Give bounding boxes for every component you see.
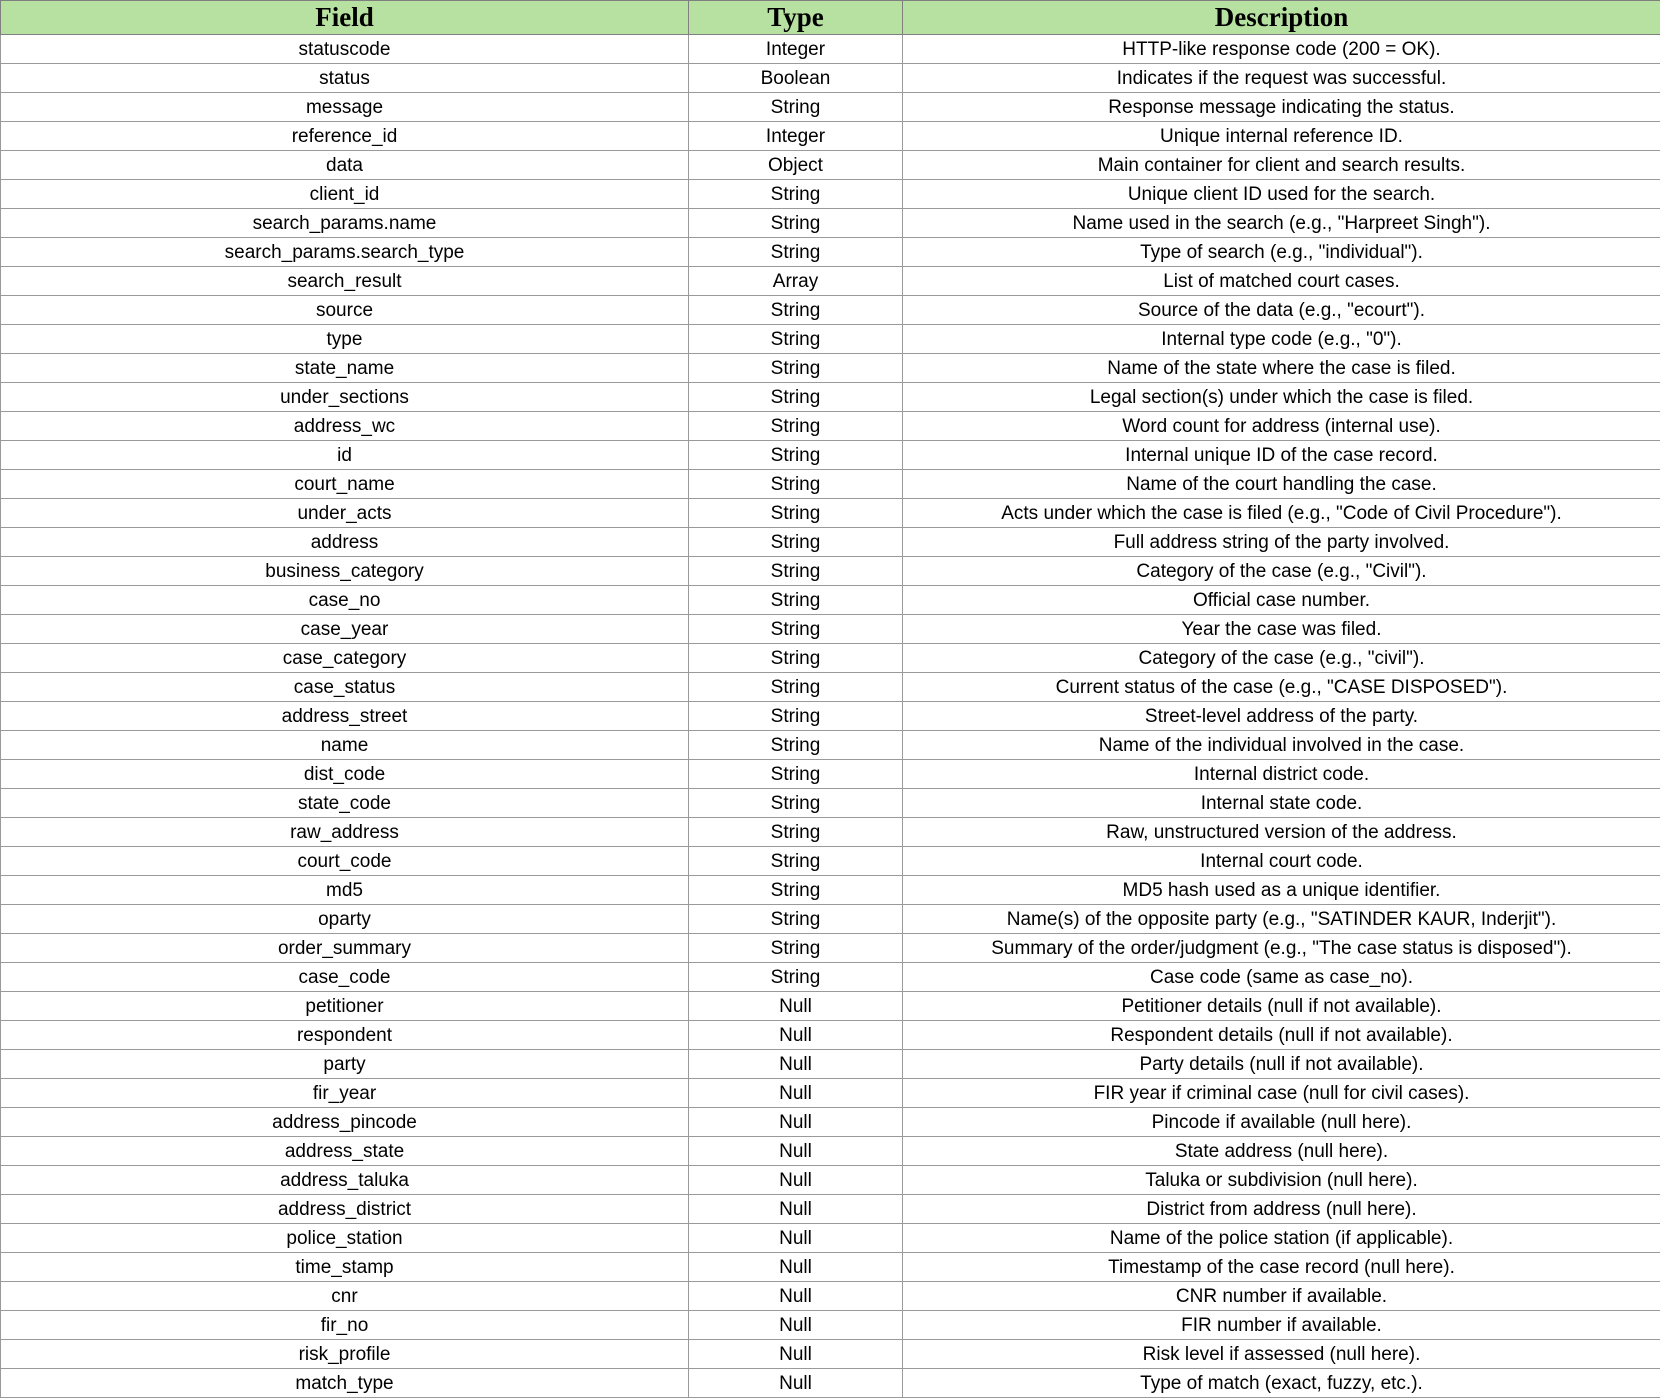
cell-field[interactable]: case_code bbox=[1, 963, 689, 992]
cell-description[interactable]: Name of the court handling the case. bbox=[903, 470, 1660, 499]
cell-type[interactable]: String bbox=[689, 383, 903, 412]
cell-field[interactable]: id bbox=[1, 441, 689, 470]
cell-type[interactable]: String bbox=[689, 702, 903, 731]
cell-type[interactable]: Integer bbox=[689, 122, 903, 151]
cell-field[interactable]: cnr bbox=[1, 1282, 689, 1311]
cell-field[interactable]: under_acts bbox=[1, 499, 689, 528]
table-row bbox=[1, 122, 1660, 151]
cell-field[interactable]: md5 bbox=[1, 876, 689, 905]
cell-field[interactable]: state_name bbox=[1, 354, 689, 383]
cell-description[interactable]: Internal type code (e.g., "0"). bbox=[903, 325, 1660, 354]
cell-field[interactable]: case_no bbox=[1, 586, 689, 615]
table-row bbox=[1, 1079, 1660, 1108]
table-row bbox=[1, 1021, 1660, 1050]
cell-type[interactable]: Null bbox=[689, 1021, 903, 1050]
table-row bbox=[1, 1224, 1660, 1253]
table-row bbox=[1, 238, 1660, 267]
cell-description[interactable]: Risk level if assessed (null here). bbox=[903, 1340, 1660, 1369]
cell-type[interactable]: String bbox=[689, 615, 903, 644]
table-row bbox=[1, 151, 1660, 180]
cell-field[interactable]: address_street bbox=[1, 702, 689, 731]
table-row bbox=[1, 644, 1660, 673]
cell-type[interactable]: String bbox=[689, 412, 903, 441]
table-row bbox=[1, 267, 1660, 296]
cell-field[interactable]: oparty bbox=[1, 905, 689, 934]
cell-field[interactable]: statuscode bbox=[1, 35, 689, 64]
cell-type[interactable]: String bbox=[689, 557, 903, 586]
table-row bbox=[1, 209, 1660, 238]
cell-field[interactable]: state_code bbox=[1, 789, 689, 818]
cell-field[interactable]: time_stamp bbox=[1, 1253, 689, 1282]
cell-type[interactable]: Null bbox=[689, 1050, 903, 1079]
cell-description[interactable]: Source of the data (e.g., "ecourt"). bbox=[903, 296, 1660, 325]
cell-description[interactable]: Category of the case (e.g., "Civil"). bbox=[903, 557, 1660, 586]
cell-type[interactable]: String bbox=[689, 963, 903, 992]
cell-type[interactable]: String bbox=[689, 93, 903, 122]
cell-type[interactable]: String bbox=[689, 441, 903, 470]
cell-field[interactable]: match_type bbox=[1, 1369, 689, 1398]
cell-description[interactable]: Timestamp of the case record (null here). bbox=[903, 1253, 1660, 1282]
table-header bbox=[1, 1, 1660, 35]
cell-field[interactable]: message bbox=[1, 93, 689, 122]
table-row bbox=[1, 905, 1660, 934]
cell-description[interactable]: Category of the case (e.g., "civil"). bbox=[903, 644, 1660, 673]
cell-description[interactable]: Official case number. bbox=[903, 586, 1660, 615]
table-body bbox=[1, 35, 1660, 1398]
cell-field[interactable]: case_year bbox=[1, 615, 689, 644]
cell-type[interactable]: String bbox=[689, 644, 903, 673]
table-row bbox=[1, 180, 1660, 209]
cell-description[interactable]: Unique client ID used for the search. bbox=[903, 180, 1660, 209]
header-type[interactable]: Type bbox=[689, 1, 903, 35]
cell-type[interactable]: String bbox=[689, 876, 903, 905]
cell-description[interactable]: Type of match (exact, fuzzy, etc.). bbox=[903, 1369, 1660, 1398]
cell-description[interactable]: Name(s) of the opposite party (e.g., "SATINDER KAUR, Inderjit"). bbox=[903, 905, 1660, 934]
cell-description[interactable]: Name used in the search (e.g., "Harpreet Singh"). bbox=[903, 209, 1660, 238]
table-row bbox=[1, 934, 1660, 963]
cell-description[interactable]: CNR number if available. bbox=[903, 1282, 1660, 1311]
cell-description[interactable]: State address (null here). bbox=[903, 1137, 1660, 1166]
cell-field[interactable]: police_station bbox=[1, 1224, 689, 1253]
table-row bbox=[1, 1253, 1660, 1282]
table-row bbox=[1, 64, 1660, 93]
cell-type[interactable]: Null bbox=[689, 1195, 903, 1224]
cell-description[interactable]: Respondent details (null if not available). bbox=[903, 1021, 1660, 1050]
cell-description[interactable]: List of matched court cases. bbox=[903, 267, 1660, 296]
cell-field[interactable]: raw_address bbox=[1, 818, 689, 847]
table-row bbox=[1, 818, 1660, 847]
cell-field[interactable]: address_state bbox=[1, 1137, 689, 1166]
cell-description[interactable]: Name of the police station (if applicable). bbox=[903, 1224, 1660, 1253]
cell-description[interactable]: FIR year if criminal case (null for civil cases). bbox=[903, 1079, 1660, 1108]
table-row bbox=[1, 731, 1660, 760]
cell-description[interactable]: Year the case was filed. bbox=[903, 615, 1660, 644]
cell-type[interactable]: String bbox=[689, 325, 903, 354]
cell-description[interactable]: Acts under which the case is filed (e.g., "Code of Civil Procedure"). bbox=[903, 499, 1660, 528]
cell-field[interactable]: risk_profile bbox=[1, 1340, 689, 1369]
table-row bbox=[1, 354, 1660, 383]
cell-description[interactable]: Internal state code. bbox=[903, 789, 1660, 818]
cell-field[interactable]: court_name bbox=[1, 470, 689, 499]
cell-description[interactable]: Taluka or subdivision (null here). bbox=[903, 1166, 1660, 1195]
cell-type[interactable]: Array bbox=[689, 267, 903, 296]
cell-type[interactable]: String bbox=[689, 238, 903, 267]
cell-type[interactable]: Null bbox=[689, 1137, 903, 1166]
cell-description[interactable]: Response message indicating the status. bbox=[903, 93, 1660, 122]
table-row bbox=[1, 963, 1660, 992]
table-row bbox=[1, 1311, 1660, 1340]
cell-type[interactable]: Null bbox=[689, 1079, 903, 1108]
table-row bbox=[1, 760, 1660, 789]
table-row bbox=[1, 847, 1660, 876]
cell-type[interactable]: String bbox=[689, 673, 903, 702]
table-row bbox=[1, 557, 1660, 586]
cell-type[interactable]: String bbox=[689, 731, 903, 760]
table-row bbox=[1, 528, 1660, 557]
cell-field[interactable]: status bbox=[1, 64, 689, 93]
cell-type[interactable]: Null bbox=[689, 1282, 903, 1311]
cell-description[interactable]: Type of search (e.g., "individual"). bbox=[903, 238, 1660, 267]
cell-type[interactable]: String bbox=[689, 789, 903, 818]
cell-type[interactable]: String bbox=[689, 528, 903, 557]
cell-type[interactable]: Null bbox=[689, 1311, 903, 1340]
cell-field[interactable]: search_result bbox=[1, 267, 689, 296]
cell-field[interactable]: reference_id bbox=[1, 122, 689, 151]
cell-description[interactable]: Internal unique ID of the case record. bbox=[903, 441, 1660, 470]
cell-type[interactable]: String bbox=[689, 354, 903, 383]
cell-type[interactable]: String bbox=[689, 180, 903, 209]
table-row bbox=[1, 1195, 1660, 1224]
cell-description[interactable]: Petitioner details (null if not available). bbox=[903, 992, 1660, 1021]
table-row bbox=[1, 992, 1660, 1021]
cell-type[interactable]: Null bbox=[689, 1340, 903, 1369]
cell-description[interactable]: Current status of the case (e.g., "CASE DISPOSED"). bbox=[903, 673, 1660, 702]
cell-type[interactable]: Null bbox=[689, 992, 903, 1021]
cell-description[interactable]: Case code (same as case_no). bbox=[903, 963, 1660, 992]
header-description[interactable]: Description bbox=[903, 1, 1660, 35]
cell-type[interactable]: Null bbox=[689, 1166, 903, 1195]
cell-type[interactable]: Boolean bbox=[689, 64, 903, 93]
cell-type[interactable]: String bbox=[689, 934, 903, 963]
cell-description[interactable]: Word count for address (internal use). bbox=[903, 412, 1660, 441]
table-row bbox=[1, 499, 1660, 528]
header-row bbox=[1, 1, 1660, 35]
cell-field[interactable]: order_summary bbox=[1, 934, 689, 963]
table-row bbox=[1, 325, 1660, 354]
cell-field[interactable]: case_category bbox=[1, 644, 689, 673]
cell-description[interactable]: District from address (null here). bbox=[903, 1195, 1660, 1224]
cell-description[interactable]: Unique internal reference ID. bbox=[903, 122, 1660, 151]
cell-field[interactable]: fir_no bbox=[1, 1311, 689, 1340]
cell-field[interactable]: client_id bbox=[1, 180, 689, 209]
cell-type[interactable]: Null bbox=[689, 1253, 903, 1282]
cell-field[interactable]: source bbox=[1, 296, 689, 325]
cell-description[interactable]: Main container for client and search results. bbox=[903, 151, 1660, 180]
cell-type[interactable]: Null bbox=[689, 1224, 903, 1253]
cell-description[interactable]: Legal section(s) under which the case is filed. bbox=[903, 383, 1660, 412]
cell-description[interactable]: Name of the state where the case is filed. bbox=[903, 354, 1660, 383]
table-row bbox=[1, 441, 1660, 470]
cell-field[interactable]: search_params.search_type bbox=[1, 238, 689, 267]
cell-field[interactable]: party bbox=[1, 1050, 689, 1079]
cell-type[interactable]: String bbox=[689, 499, 903, 528]
cell-type[interactable]: String bbox=[689, 847, 903, 876]
cell-type[interactable]: Object bbox=[689, 151, 903, 180]
cell-type[interactable]: String bbox=[689, 470, 903, 499]
cell-field[interactable]: business_category bbox=[1, 557, 689, 586]
cell-type[interactable]: String bbox=[689, 818, 903, 847]
cell-field[interactable]: data bbox=[1, 151, 689, 180]
cell-field[interactable]: type bbox=[1, 325, 689, 354]
cell-type[interactable]: Null bbox=[689, 1108, 903, 1137]
table-row bbox=[1, 1166, 1660, 1195]
cell-field[interactable]: address_district bbox=[1, 1195, 689, 1224]
cell-type[interactable]: String bbox=[689, 586, 903, 615]
table-row bbox=[1, 702, 1660, 731]
cell-field[interactable]: court_code bbox=[1, 847, 689, 876]
table-row bbox=[1, 1108, 1660, 1137]
cell-field[interactable]: dist_code bbox=[1, 760, 689, 789]
table-row bbox=[1, 383, 1660, 412]
cell-field[interactable]: address_pincode bbox=[1, 1108, 689, 1137]
table-row bbox=[1, 1369, 1660, 1398]
table-row bbox=[1, 1340, 1660, 1369]
cell-field[interactable]: address_taluka bbox=[1, 1166, 689, 1195]
table-row bbox=[1, 470, 1660, 499]
cell-field[interactable]: fir_year bbox=[1, 1079, 689, 1108]
cell-description[interactable]: Indicates if the request was successful. bbox=[903, 64, 1660, 93]
table-row bbox=[1, 615, 1660, 644]
cell-field[interactable]: case_status bbox=[1, 673, 689, 702]
cell-description[interactable]: Summary of the order/judgment (e.g., "The case status is disposed"). bbox=[903, 934, 1660, 963]
table-row bbox=[1, 673, 1660, 702]
table-row bbox=[1, 876, 1660, 905]
cell-field[interactable]: search_params.name bbox=[1, 209, 689, 238]
cell-description[interactable]: Pincode if available (null here). bbox=[903, 1108, 1660, 1137]
table-row bbox=[1, 1050, 1660, 1079]
cell-description[interactable]: Full address string of the party involved. bbox=[903, 528, 1660, 557]
table-row bbox=[1, 1137, 1660, 1166]
table-row bbox=[1, 296, 1660, 325]
cell-type[interactable]: String bbox=[689, 296, 903, 325]
cell-description[interactable]: FIR number if available. bbox=[903, 1311, 1660, 1340]
table-row bbox=[1, 412, 1660, 441]
cell-type[interactable]: String bbox=[689, 209, 903, 238]
cell-field[interactable]: address bbox=[1, 528, 689, 557]
table-row bbox=[1, 93, 1660, 122]
cell-description[interactable]: Party details (null if not available). bbox=[903, 1050, 1660, 1079]
cell-field[interactable]: address_wc bbox=[1, 412, 689, 441]
table-row bbox=[1, 1282, 1660, 1311]
table-row bbox=[1, 789, 1660, 818]
cell-type[interactable]: String bbox=[689, 760, 903, 789]
cell-description[interactable]: Internal court code. bbox=[903, 847, 1660, 876]
cell-description[interactable]: MD5 hash used as a unique identifier. bbox=[903, 876, 1660, 905]
cell-type[interactable]: String bbox=[689, 905, 903, 934]
cell-description[interactable]: HTTP-like response code (200 = OK). bbox=[903, 35, 1660, 64]
cell-description[interactable]: Raw, unstructured version of the address. bbox=[903, 818, 1660, 847]
cell-type[interactable]: Null bbox=[689, 1369, 903, 1398]
cell-field[interactable]: name bbox=[1, 731, 689, 760]
cell-description[interactable]: Internal district code. bbox=[903, 760, 1660, 789]
cell-description[interactable]: Street-level address of the party. bbox=[903, 702, 1660, 731]
cell-field[interactable]: petitioner bbox=[1, 992, 689, 1021]
cell-type[interactable]: Integer bbox=[689, 35, 903, 64]
header-field[interactable]: Field bbox=[1, 1, 689, 35]
cell-field[interactable]: under_sections bbox=[1, 383, 689, 412]
cell-description[interactable]: Name of the individual involved in the case. bbox=[903, 731, 1660, 760]
cell-field[interactable]: respondent bbox=[1, 1021, 689, 1050]
table-row bbox=[1, 586, 1660, 615]
table-row bbox=[1, 35, 1660, 64]
